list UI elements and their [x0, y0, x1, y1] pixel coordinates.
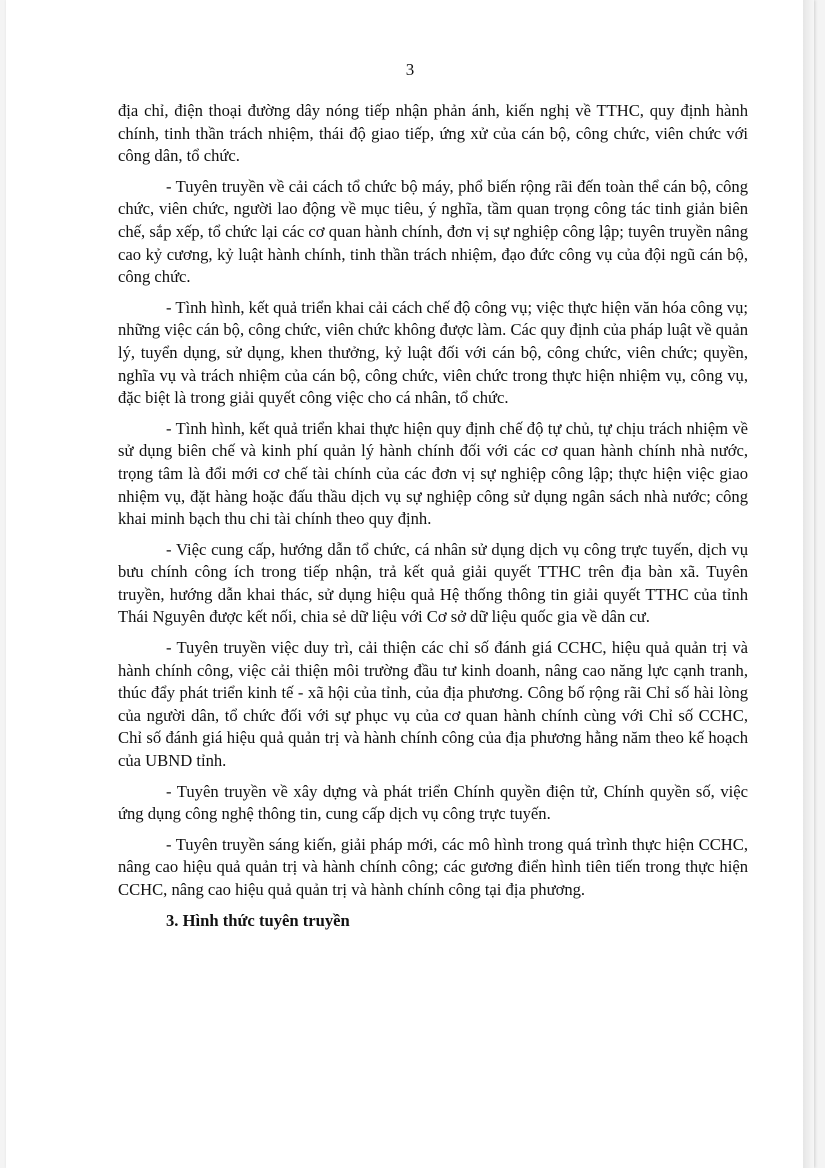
paragraph-autonomy: - Tình hình, kết quả triển khai thực hiện quy định chế độ tự chủ, tự chịu trách nhiệm về sử dụng biên chế và kinh phí quản lý hành chính đối với các cơ quan hành chính nhà nước, trọng tâm là đổi mới cơ chế tài chính của các đơn vị sự nghiệp công lập; thực hiện việc giao nhiệm vụ, đặt hàng hoặc đấu thầu dịch vụ sự nghiệp công sử dụng ngân sách nhà nước; công khai minh bạch thu chi tài chính theo quy định.	[118, 418, 748, 529]
paragraph-initiatives: - Tuyên truyền sáng kiến, giải pháp mới, các mô hình trong quá trình thực hiện CCHC, nâng cao hiệu quả quản trị và hành chính công; các gương điển hình tiên tiến trong thực hiện CCHC, nâng cao hiệu quả quản trị và hành chính công tại địa phương.	[118, 834, 748, 899]
paragraph-indices: - Tuyên truyền việc duy trì, cải thiện các chỉ số đánh giá CCHC, hiệu quả quản trị và hành chính công, việc cải thiện môi trường đầu tư kinh doanh, nâng cao năng lực cạnh tranh, thúc đẩy phát triển kinh tế - xã hội của tỉnh, của địa phương. Công bố rộng rãi Chỉ số hài lòng của người dân, tổ chức đối với sự phục vụ của cơ quan hành chính cùng với Chỉ số CCHC, Chỉ số đánh giá hiệu quả quản trị và hành chính công của địa phương hằng năm theo kế hoạch của UBND tỉnh.	[118, 638, 748, 771]
paragraph-civil-service: - Tình hình, kết quả triển khai cải cách chế độ công vụ; việc thực hiện văn hóa công vụ; những việc cán bộ, công chức, viên chức không được làm. Các quy định của pháp luật về quản lý, tuyển dụng, sử dụng, khen thưởng, kỷ luật đối với cán bộ, công chức, viên chức; quyền, nghĩa vụ và trách nhiệm của cán bộ, công chức, viên chức trong thực hiện nhiệm vụ, công vụ, đặc biệt là trong giải quyết công việc cho cá nhân, tổ chức.	[118, 297, 748, 408]
document-body	[118, 100, 748, 932]
section-heading: 3. Hình thức tuyên truyền	[166, 910, 350, 930]
document-page	[6, 0, 814, 1168]
page-number: 3	[405, 60, 415, 79]
page-edge	[803, 0, 814, 1168]
paragraph-e-government: - Tuyên truyền về xây dựng và phát triển Chính quyền điện tử, Chính quyền số, việc ứng dụng công nghệ thông tin, cung cấp dịch vụ công trực tuyến.	[118, 781, 748, 824]
paragraph-continued: địa chỉ, điện thoại đường dây nóng tiếp nhận phản ánh, kiến nghị về TTHC, quy định hành chính, tinh thần trách nhiệm, thái độ giao tiếp, ứng xử của cán bộ, công chức, viên chức với công dân, tổ chức.	[118, 101, 748, 166]
paragraph-org-reform: - Tuyên truyền về cải cách tổ chức bộ máy, phổ biến rộng rãi đến toàn thể cán bộ, công chức, viên chức, người lao động về mục tiêu, ý nghĩa, tầm quan trọng công tác tinh giản biên chế, sắp xếp, tổ chức lại các cơ quan hành chính, đơn vị sự nghiệp công lập; tuyên truyền nâng cao kỷ cương, kỷ luật hành chính, tinh thần trách nhiệm, đạo đức công vụ của đội ngũ cán bộ, công chức.	[118, 176, 748, 287]
paragraph-online-services: - Việc cung cấp, hướng dẫn tổ chức, cá nhân sử dụng dịch vụ công trực tuyến, dịch vụ bưu chính công ích trong tiếp nhận, trả kết quả giải quyết TTHC trên địa bàn xã. Tuyên truyền, hướng dẫn khai thác, sử dụng hiệu quả Hệ thống thông tin giải quyết TTHC của tỉnh Thái Nguyên được kết nối, chia sẻ dữ liệu với Cơ sở dữ liệu quốc gia về dân cư.	[118, 539, 748, 627]
